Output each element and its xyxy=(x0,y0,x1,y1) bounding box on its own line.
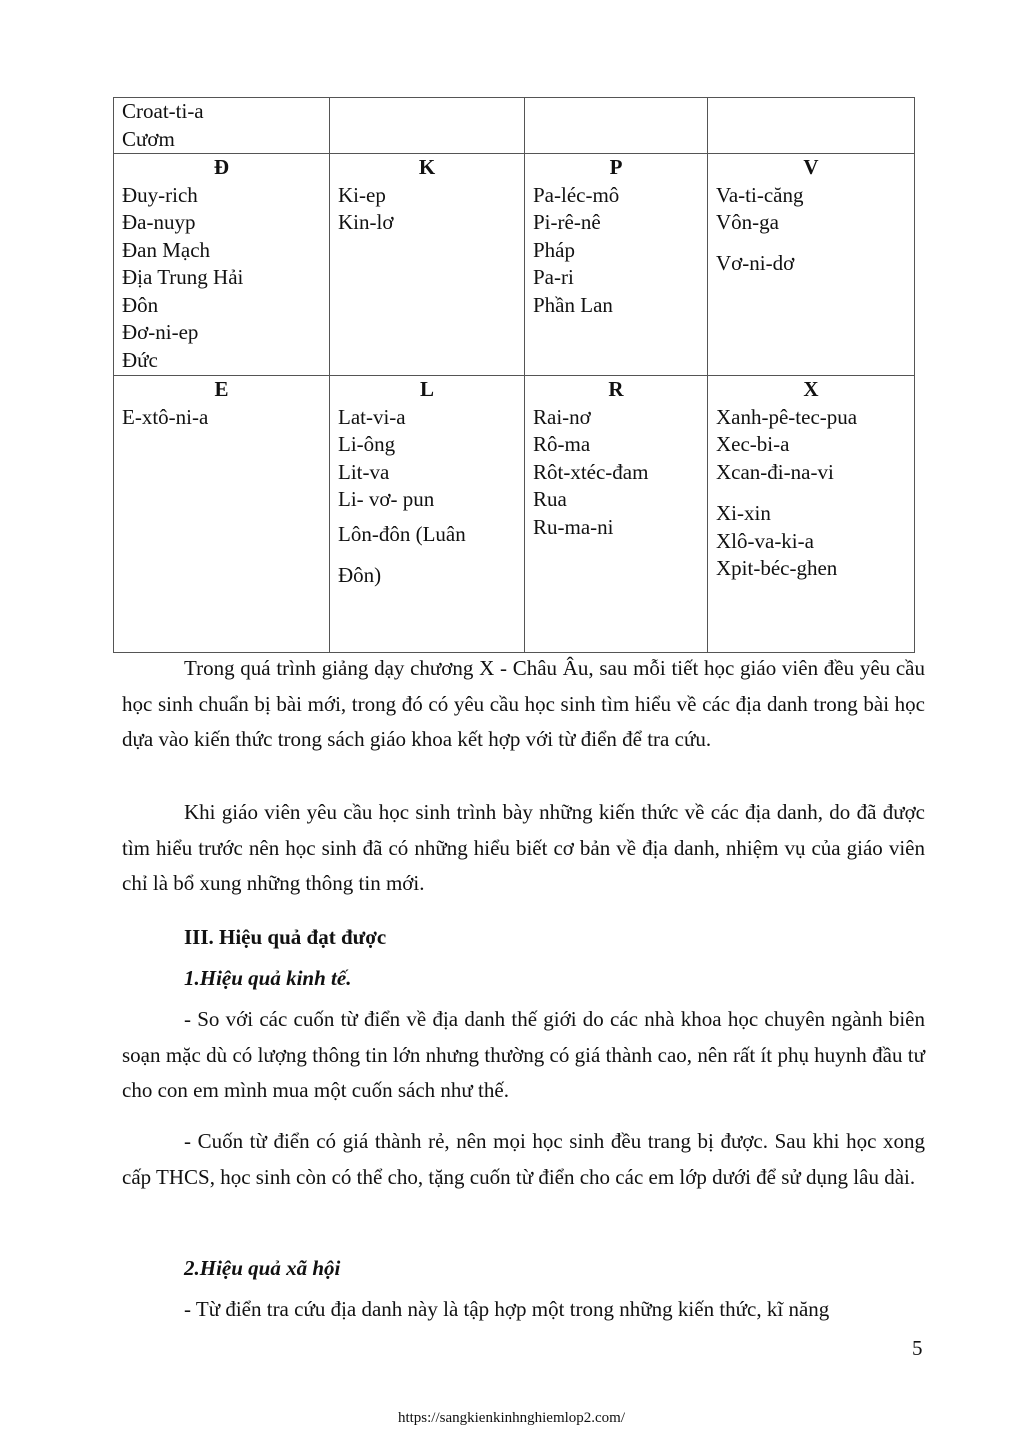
paragraph xyxy=(122,651,925,758)
paragraph-text: Trong quá trình giảng dạy chương X - Châu Âu, sau mỗi tiết học giáo viên đều yêu cầu học sinh chuẩn bị bài mới, trong đó có yêu cầu học sinh tìm hiểu về các địa danh trong bài học dựa vào kiến thức trong sách giáo khoa kết hợp với từ điển để tra cứu. xyxy=(122,656,925,752)
table-cell xyxy=(525,154,708,376)
page-number: 5 xyxy=(912,1336,923,1360)
table-cell xyxy=(330,376,525,653)
place-name: Va-ti-căng xyxy=(716,182,804,207)
letter-heading: K xyxy=(418,155,436,179)
table-cell xyxy=(525,98,708,154)
place-name: Đan Mạch xyxy=(122,237,211,262)
table-cell xyxy=(330,98,525,154)
place-name: Lit-va xyxy=(338,459,390,484)
place-name: Lat-vi-a xyxy=(338,404,406,429)
place-name: Xanh-pê-tec-pua xyxy=(716,404,858,429)
place-name: Xpit-béc-ghen xyxy=(716,556,838,580)
paragraph-text: - Cuốn từ điển có giá thành rẻ, nên mọi học sinh đều trang bị được. Sau khi học xong cấp THCS, học sinh còn có thể cho, tặng cuốn từ điển cho các em lớp dưới để sử dụng lâu dài. xyxy=(122,1129,925,1189)
section-heading: III. Hiệu quả đạt được xyxy=(184,925,387,949)
subsection-heading: 2.Hiệu quả xã hội xyxy=(184,1256,341,1280)
subsection-heading: 1.Hiệu quả kinh tế. xyxy=(184,966,352,990)
place-name: Pa-léc-mô xyxy=(533,182,620,207)
letter-heading: P xyxy=(609,155,623,179)
place-name: Rô-ma xyxy=(533,432,591,456)
paragraph xyxy=(122,1002,925,1109)
place-name: Vôn-ga xyxy=(716,210,779,234)
place-name: E-xtô-ni-a xyxy=(122,404,209,429)
place-name: Phần Lan xyxy=(533,292,613,317)
place-name: Xi-xin xyxy=(716,501,771,525)
letter-heading: L xyxy=(419,377,434,401)
place-name: Pháp xyxy=(533,237,575,262)
table-cell xyxy=(525,376,708,653)
place-name: Li-ông xyxy=(338,432,396,456)
paragraph-text: - Từ điển tra cứu địa danh này là tập hợp một trong những kiến thức, kĩ năng xyxy=(184,1297,830,1321)
place-name: Lôn-đôn (Luân xyxy=(338,521,466,546)
table-row xyxy=(114,376,915,653)
letter-heading: E xyxy=(214,377,229,401)
table-cell xyxy=(708,98,915,154)
place-name: Croat-ti-a xyxy=(122,99,204,123)
paragraph-text: Khi giáo viên yêu cầu học sinh trình bày những kiến thức về các địa danh, do đã được tìm hiểu trước nên học sinh đã có những hiểu biết cơ bản về địa danh, nhiệm vụ của giáo viên chỉ là bổ xung những thông tin mới. xyxy=(122,800,925,896)
table-cell xyxy=(114,376,330,653)
letter-heading: R xyxy=(608,377,624,401)
place-name: Ru-ma-ni xyxy=(533,514,614,539)
paragraph xyxy=(122,1292,925,1328)
place-name: Vơ-ni-dơ xyxy=(716,250,795,275)
place-name: Ki-ep xyxy=(338,182,386,207)
place-name: Xcan-đi-na-vi xyxy=(716,459,834,484)
place-name: Li- vơ- pun xyxy=(338,487,435,511)
place-name: Kin-lơ xyxy=(338,210,394,234)
place-name: Cươm xyxy=(122,126,175,151)
paragraph-text: - So với các cuốn từ điển về địa danh thế giới do các nhà khoa học chuyên ngành biên soạn mặc dù có lượng thông tin lớn nhưng thường có giá thành cao, nên rất ít phụ huynh đầu tư cho con em mình mua một cuốn sách như thế. xyxy=(122,1007,925,1103)
table-cell xyxy=(114,154,330,376)
paragraph xyxy=(122,795,925,902)
place-name: Rai-nơ xyxy=(533,404,591,429)
table-cell xyxy=(330,154,525,376)
table-cell xyxy=(708,376,915,653)
place-name: Địa Trung Hải xyxy=(122,265,244,289)
letter-heading: X xyxy=(803,377,819,401)
letter-heading: V xyxy=(803,155,819,179)
place-name: Pi-rê-nê xyxy=(533,210,601,234)
place-name: Rôt-xtéc-đam xyxy=(533,459,649,484)
place-name: Xec-bi-a xyxy=(716,432,790,456)
table-row xyxy=(114,98,915,154)
place-name: Đơ-ni-ep xyxy=(122,320,199,344)
table-cell xyxy=(708,154,915,376)
letter-heading: Đ xyxy=(213,155,230,179)
place-name: Xlô-va-ki-a xyxy=(716,528,814,553)
place-name: Đuy-rich xyxy=(122,182,198,207)
table-cell xyxy=(114,98,330,154)
place-name-table xyxy=(113,97,915,653)
place-name: Pa-ri xyxy=(533,265,574,289)
table-row xyxy=(114,154,915,376)
place-name: Đa-nuyp xyxy=(122,210,196,234)
place-name: Rua xyxy=(533,487,567,511)
place-name: Đôn xyxy=(122,292,159,317)
place-name: Đôn) xyxy=(338,562,382,587)
place-name: Đức xyxy=(122,347,158,372)
paragraph xyxy=(122,1124,925,1195)
footer-url[interactable]: https://sangkienkinhnghiemlop2.com/ xyxy=(397,1410,626,1426)
